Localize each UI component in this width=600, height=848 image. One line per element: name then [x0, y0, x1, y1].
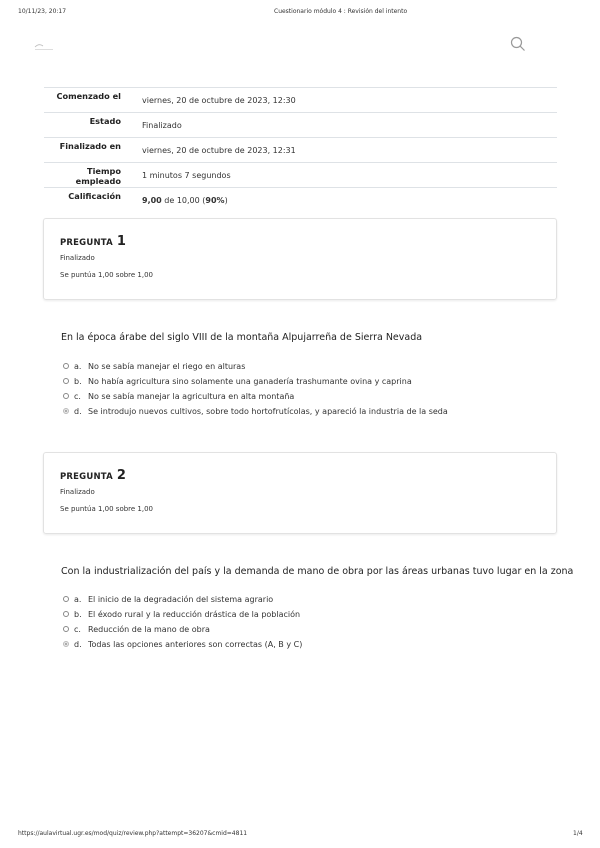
- radio-button-selected[interactable]: [63, 641, 69, 647]
- question-state: Finalizado: [60, 254, 95, 262]
- grade-percent: 90%: [205, 196, 225, 205]
- answer-option[interactable]: [63, 608, 300, 620]
- question-label: PREGUNTA: [60, 472, 113, 482]
- summary-value: viernes, 20 de octubre de 2023, 12:31: [127, 138, 557, 163]
- answer-option[interactable]: [63, 623, 210, 635]
- option-text: No se sabía manejar la agricultura en alta montaña: [88, 391, 295, 401]
- option-letter: b.: [74, 609, 82, 619]
- grade-mid: de 10,00 (: [161, 196, 206, 205]
- search-icon[interactable]: [510, 36, 526, 52]
- option-text: El éxodo rural y la reducción drástica de la población: [88, 609, 301, 619]
- summary-value: viernes, 20 de octubre de 2023, 12:30: [127, 88, 557, 113]
- radio-button[interactable]: [63, 378, 69, 384]
- answer-option[interactable]: [63, 390, 294, 402]
- question-title: [60, 468, 126, 483]
- answer-option[interactable]: [63, 375, 412, 387]
- option-text: Se introdujo nuevos cultivos, sobre todo hortofrutícolas, y apareció la industria de la seda: [88, 406, 448, 416]
- option-letter: a.: [74, 361, 82, 371]
- radio-button-selected[interactable]: [63, 408, 69, 414]
- question-number: 2: [116, 468, 127, 483]
- summary-row: [44, 188, 557, 213]
- grade-value: [127, 188, 557, 213]
- grade-score: 9,00: [142, 196, 162, 205]
- option-letter: c.: [74, 624, 81, 634]
- option-letter: a.: [74, 594, 82, 604]
- grade-end: ): [224, 196, 228, 205]
- summary-label: Comenzado el: [44, 88, 127, 113]
- summary-value: 1 minutos 7 segundos: [127, 163, 557, 188]
- radio-button[interactable]: [63, 626, 69, 632]
- answer-option-selected[interactable]: [63, 405, 448, 417]
- summary-row: [44, 88, 557, 113]
- option-text: El inicio de la degradación del sistema agrario: [88, 594, 274, 604]
- option-letter: d.: [74, 406, 82, 416]
- option-text: Reducción de la mano de obra: [88, 624, 210, 634]
- question-info-box: [43, 218, 557, 300]
- print-page-number: 1/4: [573, 830, 583, 837]
- summary-label: Estado: [44, 113, 127, 138]
- summary-label: Tiempo empleado: [44, 163, 127, 188]
- summary-row: [44, 113, 557, 138]
- site-logo[interactable]: [33, 40, 55, 52]
- summary-label: Finalizado en: [44, 138, 127, 163]
- answer-option-selected[interactable]: [63, 638, 302, 650]
- option-letter: d.: [74, 639, 82, 649]
- question-grade: Se puntúa 1,00 sobre 1,00: [60, 271, 154, 279]
- question-text: Con la industrialización del país y la demanda de mano de obra por las áreas urbanas tuvo lugar en la zona: [61, 566, 574, 577]
- question-label: PREGUNTA: [60, 238, 113, 248]
- radio-button[interactable]: [63, 611, 69, 617]
- answer-option[interactable]: [63, 593, 273, 605]
- summary-value: Finalizado: [127, 113, 557, 138]
- question-state: Finalizado: [60, 488, 95, 496]
- option-text: No había agricultura sino solamente una ganadería trashumante ovina y caprina: [88, 376, 412, 386]
- print-datetime: 10/11/23, 20:17: [18, 8, 67, 15]
- question-title: [60, 234, 126, 249]
- option-text: No se sabía manejar el riego en alturas: [88, 361, 246, 371]
- question-text: En la época árabe del siglo VIII de la montaña Alpujarreña de Sierra Nevada: [61, 332, 423, 343]
- attempt-summary-table: [44, 87, 557, 212]
- summary-row: [44, 138, 557, 163]
- option-text: Todas las opciones anteriores son correctas (A, B y C): [88, 639, 303, 649]
- print-title: Cuestionario módulo 4 : Revisión del intento: [274, 8, 408, 15]
- summary-label: Calificación: [44, 188, 127, 213]
- answer-option[interactable]: [63, 360, 245, 372]
- option-letter: b.: [74, 376, 82, 386]
- radio-button[interactable]: [63, 596, 69, 602]
- question-grade: Se puntúa 1,00 sobre 1,00: [60, 505, 154, 513]
- option-letter: c.: [74, 391, 81, 401]
- print-url: https://aulavirtual.ugr.es/mod/quiz/review.php?attempt=36207&cmid=4811: [18, 830, 248, 837]
- question-info-box: [43, 452, 557, 534]
- radio-button[interactable]: [63, 393, 69, 399]
- question-number: 1: [116, 234, 127, 249]
- radio-button[interactable]: [63, 363, 69, 369]
- summary-row: [44, 163, 557, 188]
